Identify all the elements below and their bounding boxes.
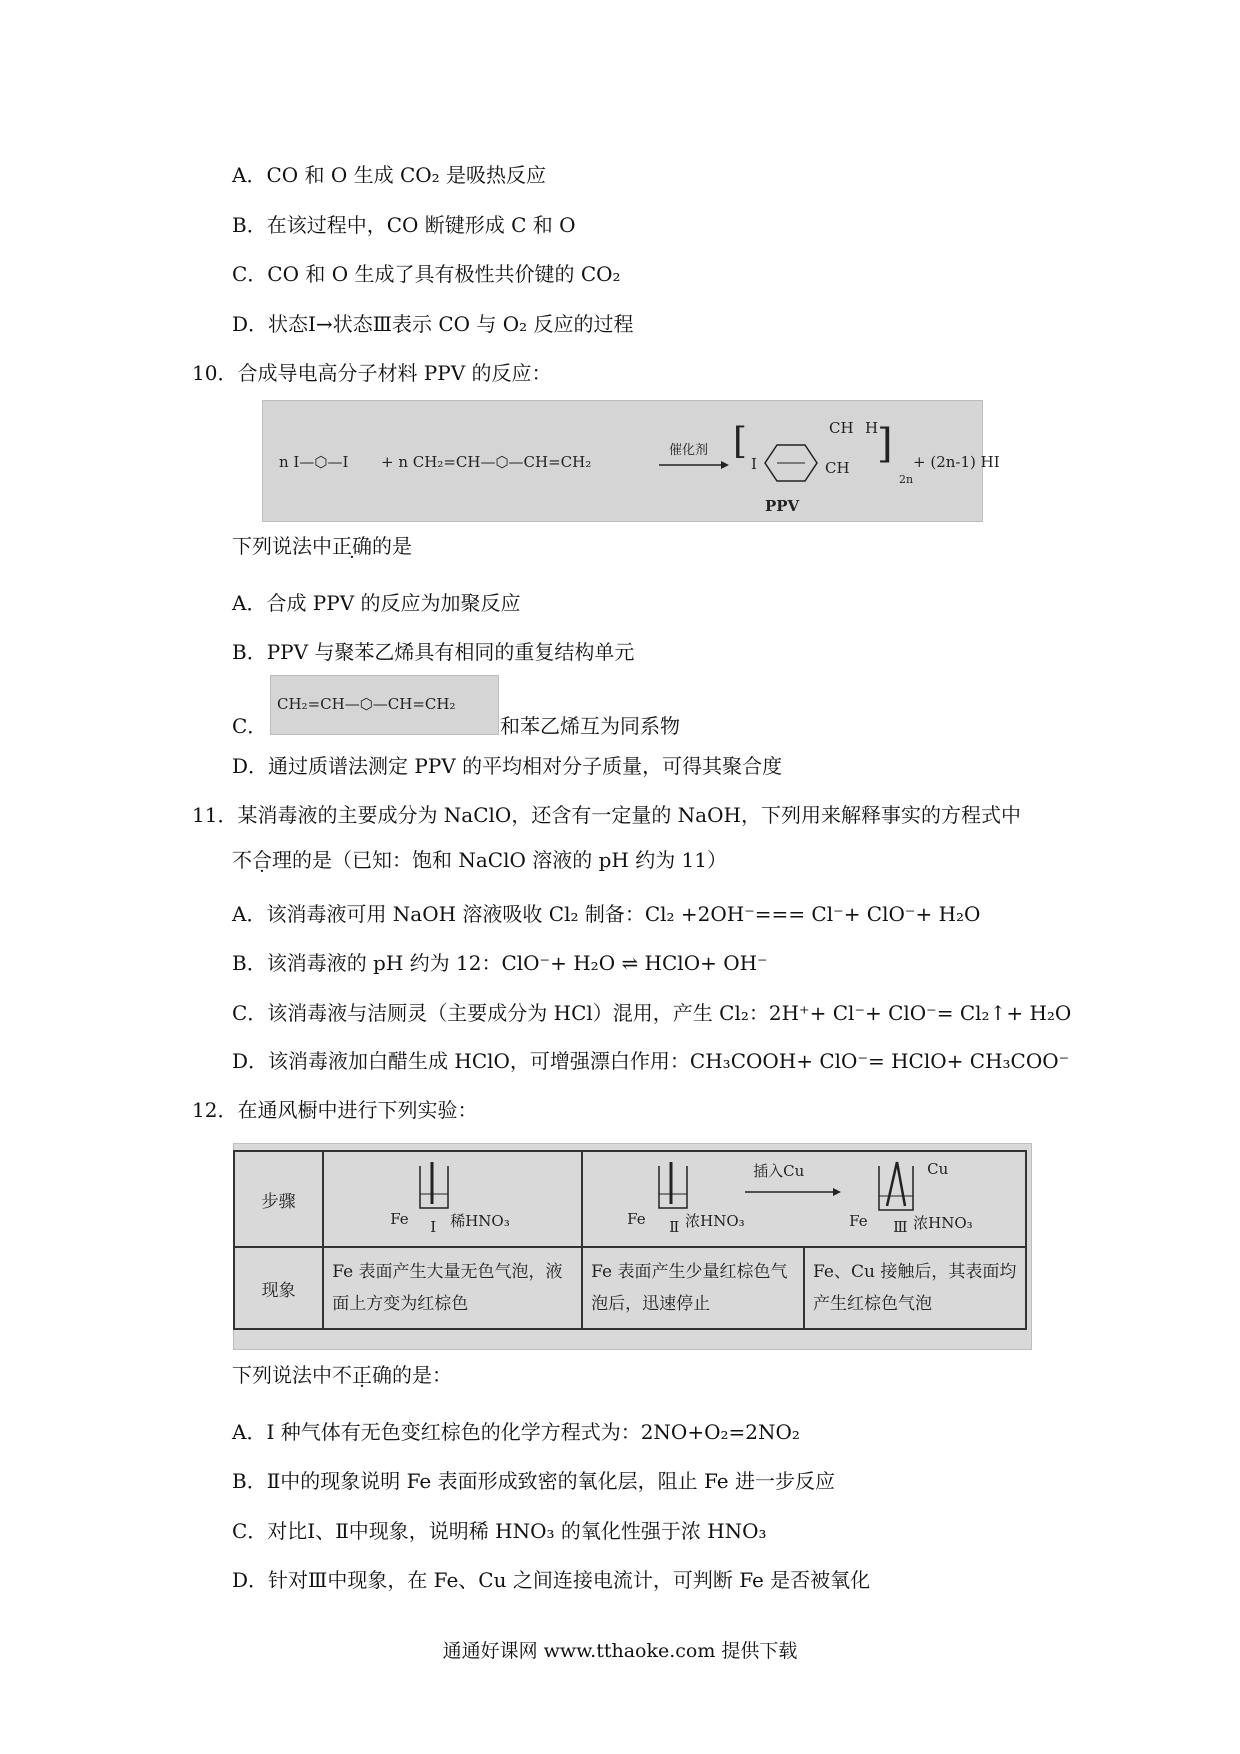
q11-option-c: C．该消毒液与洁厕灵（主要成分为 HCl）混用，产生 Cl₂：2H⁺+ Cl⁻+ ClO⁻= Cl₂↑+ H₂O [232,1001,1072,1025]
right-bracket: ] [877,421,893,467]
step3-cu: Cu [927,1160,949,1178]
observation-2: Fe 表面产生少量红棕色气泡后，迅速停止 [582,1247,804,1329]
page-footer: 通通好课网 www.tthaoke.com 提供下载 [442,1640,798,1662]
q11-stem-line2: 不合理的是（已知：饱和 NaClO 溶液的 pH 约为 11） [232,848,727,872]
q10-option-d: D．通过质谱法测定 PPV 的平均相对分子质量，可得其聚合度 [232,754,783,778]
observation-3: Fe、Cu 接触后，其表面均产生红棕色气泡 [804,1247,1026,1329]
step1-fe: Fe [390,1210,409,1228]
step2-label: Ⅱ [669,1218,680,1236]
q12-stem: 12．在通风橱中进行下列实验： [192,1098,478,1122]
beaker-icon [653,1160,693,1212]
q12-option-d: D．针对Ⅲ中现象，在 Fe、Cu 之间连接电流计，可判断 Fe 是否被氧化 [232,1568,871,1592]
divinylbenzene-figure [270,675,499,735]
q9-option-c: C．CO 和 O 生成了具有极性共价键的 CO₂ [232,262,621,286]
experiment-table [233,1150,1027,1330]
step3-fe: Fe [849,1212,868,1230]
observation-header: 现象 [234,1247,323,1329]
observation-1: Fe 表面产生大量无色气泡，液面上方变为红棕色 [323,1247,582,1329]
divinylbenzene-structure: CH₂=CH—⬡—CH=CH₂ [277,695,456,713]
reactant-diiodobenzene: n I—⬡—I [279,453,349,471]
beaker-icon [414,1160,454,1212]
q12-prompt: 下列说法中不正确的是： [232,1363,452,1387]
q9-option-a: A．CO 和 O 生成 CO₂ 是吸热反应 [232,163,547,187]
step-1-cell [323,1151,582,1247]
q11-option-b: B．该消毒液的 pH 约为 12：ClO⁻+ H₂O ⇌ HClO+ OH⁻ [232,951,768,975]
q10-option-b: B．PPV 与聚苯乙烯具有相同的重复结构单元 [232,640,635,664]
q11-option-d: D．该消毒液加白醋生成 HClO，可增强漂白作用：CH₃COOH+ ClO⁻= HClO+ CH₃COO⁻ [232,1049,1070,1073]
ppv-label: PPV [765,497,800,515]
arrow-right-icon [745,1186,841,1198]
arrow-label: 插入Cu [753,1162,805,1180]
step3-acid: 浓HNO₃ [913,1214,973,1232]
q12-option-c: C．对比Ⅰ、Ⅱ中现象，说明稀 HNO₃ 的氧化性强于浓 HNO₃ [232,1519,767,1543]
product-ch-lower: CH [825,459,850,477]
reactant-divinylbenzene: + n CH₂=CH—⬡—CH=CH₂ [381,453,592,471]
step-2-3-cell [582,1151,1026,1247]
q9-option-d: D．状态Ⅰ→状态Ⅲ表示 CO 与 O₂ 反应的过程 [232,312,634,336]
step3-label: Ⅲ [893,1218,908,1236]
q11-stem-line1: 11．某消毒液的主要成分为 NaClO，还含有一定量的 NaOH，下列用来解释事实的方程式中 [192,803,1021,827]
beaker-with-cu-icon [873,1158,921,1214]
q10-option-a: A．合成 PPV 的反应为加聚反应 [232,591,521,615]
q12-option-b: B．Ⅱ中的现象说明 Fe 表面形成致密的氧化层，阻止 Fe 进一步反应 [232,1469,835,1493]
q12-option-a: A．Ⅰ 种气体有无色变红棕色的化学方程式为：2NO+O₂=2NO₂ [232,1420,800,1444]
q9-option-b: B．在该过程中，CO 断键形成 C 和 O [232,213,576,237]
step1-label: Ⅰ [430,1218,437,1236]
step2-fe: Fe [627,1210,646,1228]
q10-prompt: 下列说法中正确的是 [232,534,412,558]
step1-acid: 稀HNO₃ [450,1212,510,1230]
q10-option-c-label: C． [232,714,268,738]
step-header: 步骤 [234,1151,323,1247]
product-h: H [865,419,879,437]
step2-acid: 浓HNO₃ [685,1212,745,1230]
q10-option-c-text: 和苯乙烯互为同系物 [500,714,680,738]
subscript-2n: 2n [899,473,914,486]
left-bracket: [ [733,421,748,462]
q10-stem: 10．合成导电高分子材料 PPV 的反应： [192,361,552,385]
benzene-ring-icon [763,441,819,485]
product-end-iodine: I [751,455,757,473]
q11-option-a: A．该消毒液可用 NaOH 溶液吸收 Cl₂ 制备：Cl₂ +2OH⁻=== Cl⁻+ ClO⁻+ H₂O [232,902,981,926]
ppv-reaction-figure [262,400,1000,522]
reaction-arrow-icon [659,459,729,471]
byproduct-hi: + (2n-1) HI [913,453,1000,471]
catalyst-label: 催化剂 [669,443,709,458]
product-ch-upper: CH [829,419,854,437]
